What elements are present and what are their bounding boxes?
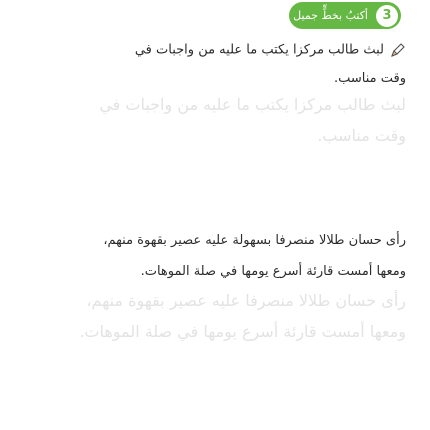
model-line-4: ومعها أمست قارئة أسرع يومها في صلة الموهات. (140, 264, 406, 279)
pencil-icon (390, 42, 406, 58)
trace-line-4: ومعها أمست قارئة أسرع يومها في صلة الموهات. (79, 322, 406, 341)
model-line-3: رأى حسان طلالا منصرفا بسهولة عليه عصير بقهوة منهم، (103, 233, 406, 248)
trace-line-3: رأى حسان طلالا منصرفا عليه عصير بقهوة منهم، (86, 291, 406, 310)
badge-number: 3 (376, 5, 398, 27)
badge-title: أكتبُ بخطٍّ جميل (293, 9, 368, 22)
trace-line-2: وقت مناسب. (317, 126, 406, 145)
model-line-2: وقت مناسب. (333, 71, 406, 86)
trace-line-1: لبث طالب مركزا يكتب ما عليه من واجبات في (99, 95, 406, 114)
line-text: لبث طالب مركزا يكتب ما عليه من واجبات في (134, 42, 384, 58)
model-line-1 (135, 42, 406, 58)
section-badge (289, 2, 401, 29)
